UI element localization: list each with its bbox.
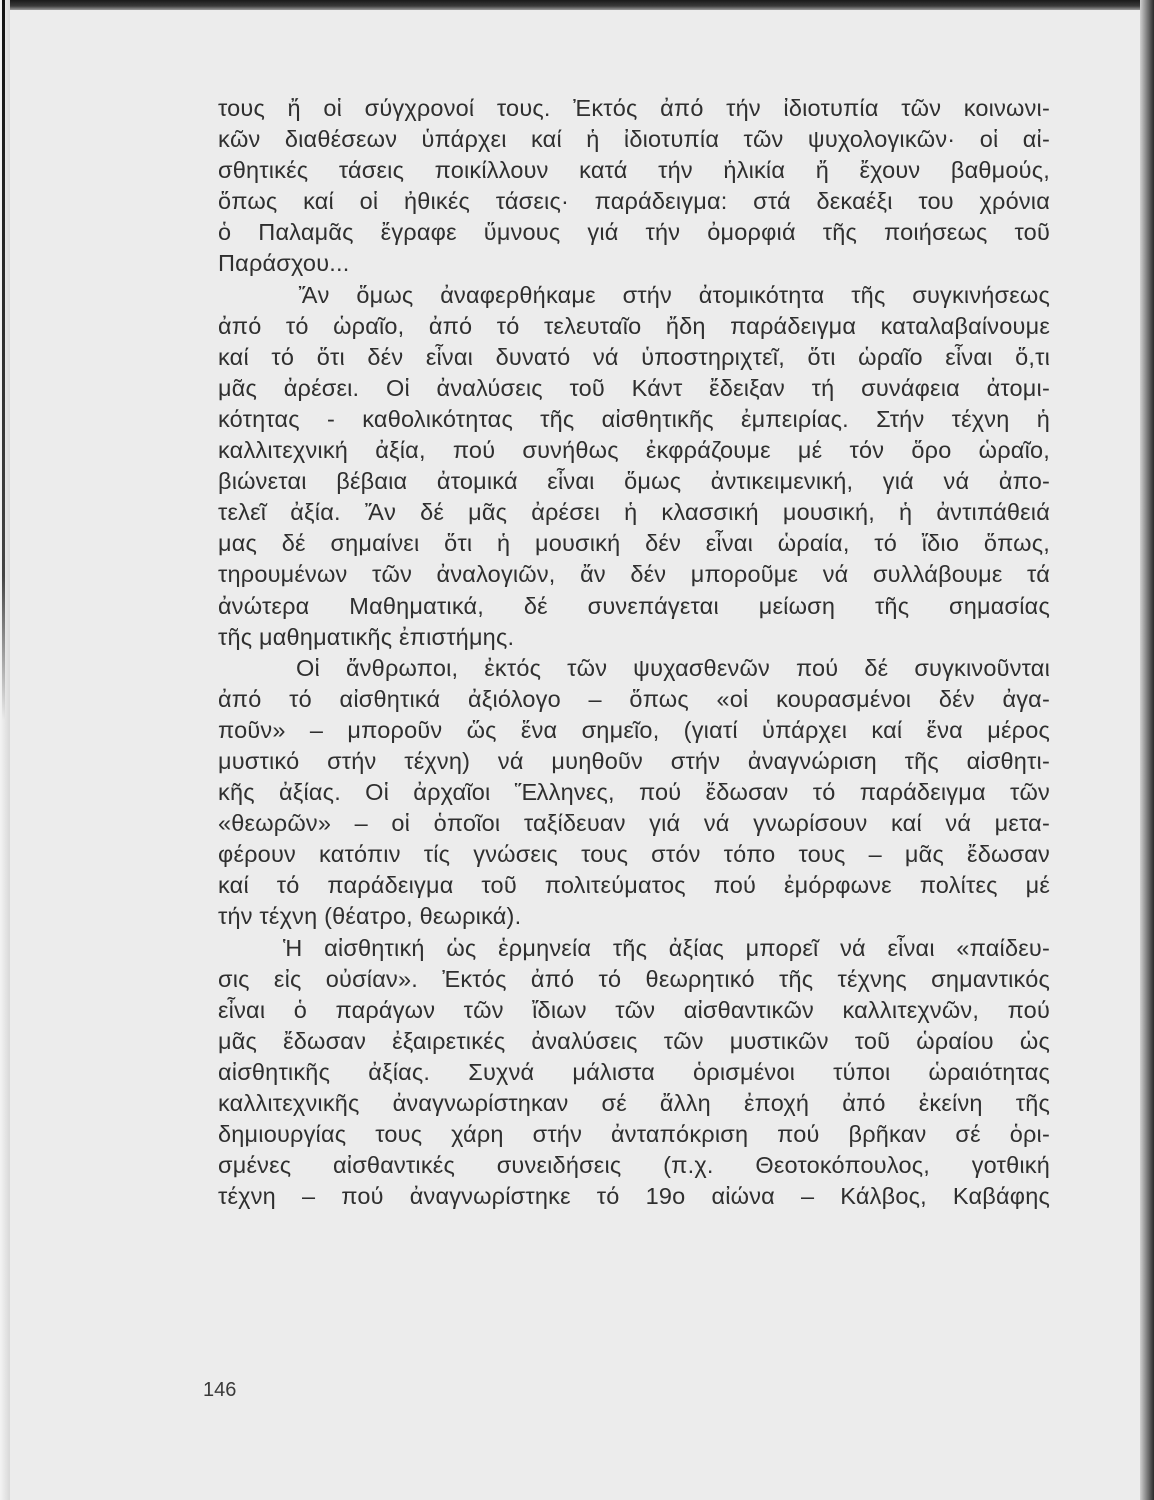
text-line: μᾶς ἀρέσει. Οἱ ἀναλύσεις τοῦ Κάντ ἔδειξαν τή συνάφεια ἀτομι- <box>218 374 1050 401</box>
text-line: «θεωρῶν» – οἱ ὁποῖοι ταξίδευαν γιά νά γνωρίσουν καί νά μετα- <box>218 810 1050 837</box>
text-line: Ἄν ὅμως ἀναφερθήκαμε στήν ἀτομικότητα τῆς συγκινήσεως <box>218 281 1050 308</box>
text-line: τήν τέχνη (θέατρο, θεωρικά). <box>218 903 522 930</box>
text-line: αἰσθητικῆς ἀξίας. Συχνά μάλιστα ὁρισμένοι τύποι ὡραιότητας <box>218 1058 1050 1085</box>
body-text <box>218 93 1050 1212</box>
text-line: βιώνεται βέβαια ἀτομικά εἶναι ὅμως ἀντικειμενική, γιά νά ἀπο- <box>218 468 1050 495</box>
text-line: καλλιτεχνικῆς ἀναγνωρίστηκαν σέ ἄλλη ἐποχή ἀπό ἐκείνη τῆς <box>218 1090 1050 1116</box>
text-line: φέρουν κατόπιν τίς γνώσεις τους στόν τόπο τους – μᾶς ἔδωσαν <box>218 841 1050 868</box>
scan-left-edge-shadow <box>2 0 5 720</box>
page-number: 146 <box>203 1379 237 1401</box>
text-line: μυστικό στήν τέχνη) νά μυηθοῦν στήν ἀναγνώριση τῆς αἰσθητι- <box>218 747 1050 774</box>
text-line: δημιουργίας τους χάρη στήν ἀνταπόκριση πού βρῆκαν σέ ὁρι- <box>218 1121 1050 1148</box>
text-line: κότητας - καθολικότητας τῆς αἰσθητικῆς ἐμπειρίας. Στήν τέχνη ἡ <box>218 405 1050 432</box>
text-line: σθητικές τάσεις ποικίλλουν κατά τήν ἡλικία ἤ ἔχουν βαθμούς, <box>218 157 1050 184</box>
text-line: Παράσχου... <box>218 250 350 277</box>
text-line: ποῦν» – μποροῦν ὥς ἕνα σημεῖο, (γιατί ὑπάρχει καί ἕνα μέρος <box>218 716 1050 743</box>
text-line: τέχνη – πού ἀναγνωρίστηκε τό 19ο αἰώνα – Κάλβος, Καβάφης <box>218 1183 1050 1210</box>
text-line: καί τό παράδειγμα τοῦ πολιτεύματος πού ἐμόρφωνε πολίτες μέ <box>218 872 1050 899</box>
text-line: σις εἰς οὐσίαν». Ἐκτός ἀπό τό θεωρητικό τῆς τέχνης σημαντικός <box>218 965 1050 992</box>
text-line: κῶν διαθέσεων ὑπάρχει καί ἡ ἰδιοτυπία τῶν ψυχολογικῶν· οἱ αἰ- <box>218 126 1050 153</box>
text-line: καλλιτεχνική ἀξία, πού συνήθως ἐκφράζουμε μέ τόν ὅρο ὡραῖο, <box>218 437 1050 464</box>
text-line: Οἱ ἄνθρωποι, ἐκτός τῶν ψυχασθενῶν πού δέ συγκινοῦνται <box>218 654 1050 681</box>
text-line: ἀπό τό αἰσθητικά ἀξιόλογο – ὅπως «οἱ κουρασμένοι δέν ἀγα- <box>218 685 1050 712</box>
text-line: ἀπό τό ὡραῖο, ἀπό τό τελευταῖο ἤδη παράδειγμα καταλαβαίνουμε <box>218 312 1050 339</box>
text-line: ὁ Παλαμᾶς ἔγραφε ὕμνους γιά τήν ὀμορφιά τῆς ποιήσεως τοῦ <box>218 219 1050 246</box>
text-line: τελεῖ ἀξία. Ἄν δέ μᾶς ἀρέσει ἡ κλασσική μουσική, ἡ ἀντιπάθειά <box>218 499 1050 526</box>
text-line: σμένες αἰσθαντικές συνειδήσεις (π.χ. Θεοτοκόπουλος, γοτθική <box>218 1152 1050 1179</box>
text-line: ἀνώτερα Μαθηματικά, δέ συνεπάγεται μείωση τῆς σημασίας <box>218 592 1050 619</box>
text-line: εἶναι ὁ παράγων τῶν ἴδιων τῶν αἰσθαντικῶν καλλιτεχνῶν, πού <box>218 996 1050 1023</box>
text-line: Ἡ αἰσθητική ὡς ἑρμηνεία τῆς ἀξίας μπορεῖ νά εἶναι «παίδευ- <box>218 934 1050 961</box>
scan-right-edge <box>1140 0 1154 1500</box>
text-line: κῆς ἀξίας. Οἱ ἀρχαῖοι Ἕλληνες, πού ἔδωσαν τό παράδειγμα τῶν <box>218 779 1050 806</box>
text-line: τηρουμένων τῶν ἀναλογιῶν, ἄν δέν μποροῦμε νά συλλάβουμε τά <box>218 561 1050 588</box>
text-line: τους ἤ οἱ σύγχρονοί τους. Ἐκτός ἀπό τήν ἰδιοτυπία τῶν κοινωνι- <box>218 95 1050 121</box>
scan-top-edge <box>0 0 1154 10</box>
text-line: μᾶς ἔδωσαν ἐξαιρετικές ἀναλύσεις τῶν μυστικῶν τοῦ ὡραίου ὡς <box>218 1027 1050 1054</box>
text-line: τῆς μαθηματικῆς ἐπιστήμης. <box>218 623 515 650</box>
text-line: καί τό ὅτι δέν εἶναι δυνατό νά ὑποστηριχτεῖ, ὅτι ὡραῖο εἶναι ὅ,τι <box>218 343 1050 370</box>
text-line: ὅπως καί οἱ ἠθικές τάσεις· παράδειγμα: στά δεκαέξι του χρόνια <box>218 188 1050 215</box>
text-line: μας δέ σημαίνει ὅτι ἡ μουσική δέν εἶναι ὡραία, τό ἴδιο ὅπως, <box>218 530 1050 557</box>
